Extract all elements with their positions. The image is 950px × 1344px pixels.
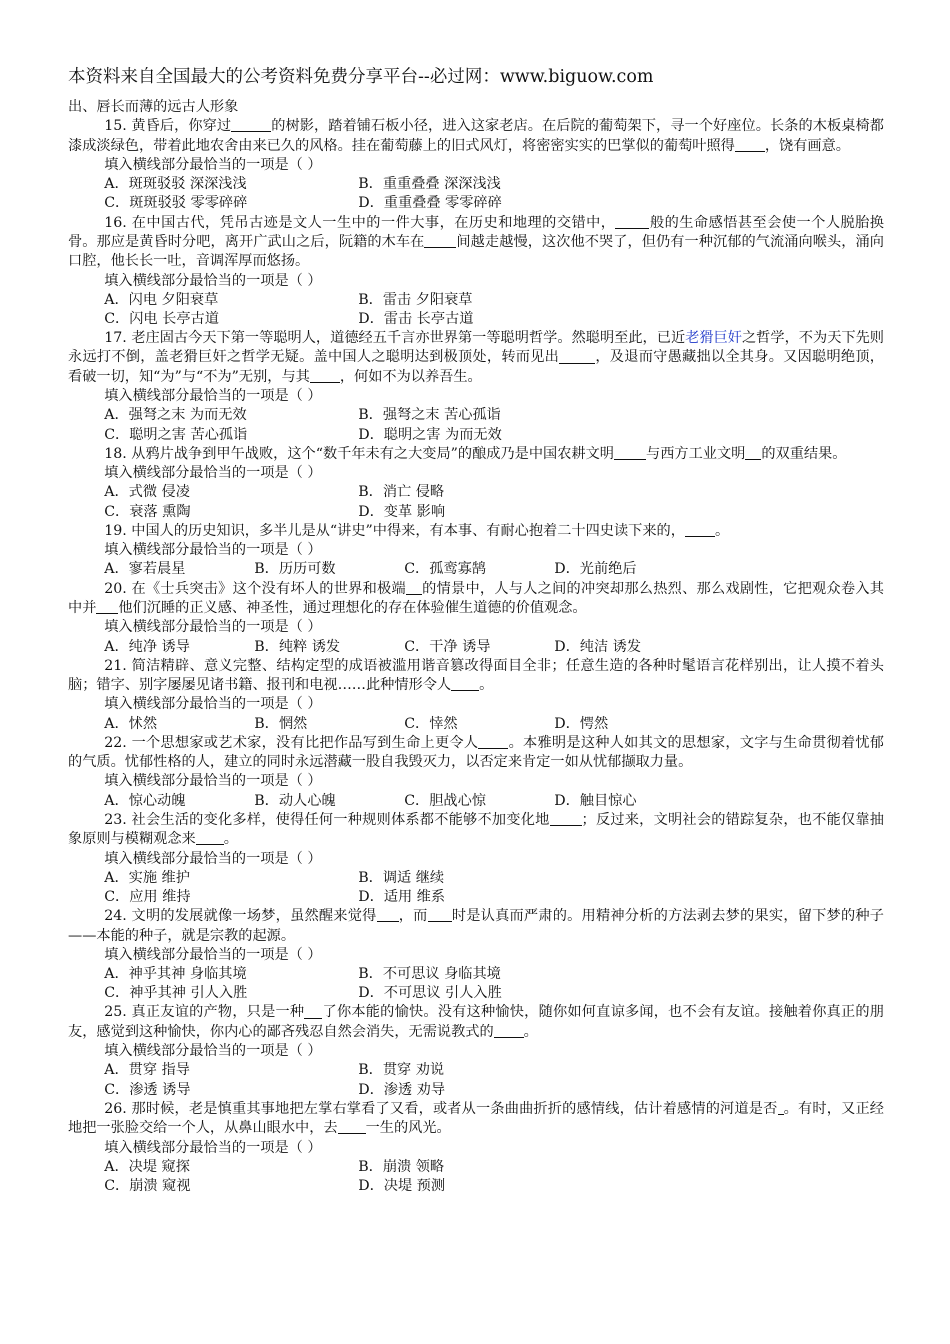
options-row <box>68 503 884 522</box>
question-number: 26. <box>104 1100 127 1117</box>
answer-option[interactable]: A．惊心动魄 <box>104 792 186 809</box>
question-stem <box>68 522 884 541</box>
answer-blank <box>338 1119 366 1134</box>
answer-option[interactable]: C．闪电 长亭古道 <box>104 310 219 327</box>
answer-option[interactable]: A．寥若晨星 <box>104 561 186 578</box>
question-prompt: 填入横线部分最恰当的一项是（ ） <box>104 696 322 713</box>
question-stem <box>68 657 884 696</box>
question-stem <box>68 907 884 946</box>
options-row <box>68 869 884 888</box>
answer-blank <box>231 117 271 132</box>
options-row <box>68 483 884 502</box>
answer-blank <box>96 599 118 614</box>
answer-blank <box>615 214 649 229</box>
answer-option[interactable]: B．崩溃 领略 <box>358 1158 445 1175</box>
answer-blank <box>494 1023 524 1038</box>
question-text: 。有时，又正经地把一张脸交给一个人，从鼻山眼水中，去 <box>68 1100 884 1137</box>
question-text: 与西方工业文明 <box>646 445 746 462</box>
question-text: 在中国古代，凭吊古迹是文人一生中的一件大事，在历史和地理的交错中， <box>131 214 616 231</box>
options-row <box>68 406 884 425</box>
question-number: 19. <box>104 522 127 539</box>
answer-option[interactable]: C．干净 诱导 <box>404 638 491 655</box>
question-stem <box>68 1003 884 1042</box>
question-prompt: 填入横线部分最恰当的一项是（ ） <box>104 156 322 173</box>
question-prompt: 填入横线部分最恰当的一项是（ ） <box>104 542 322 559</box>
answer-option[interactable]: C．聪明之害 苦心孤诣 <box>104 426 248 443</box>
question-number: 22. <box>104 734 127 751</box>
question-number: 17. <box>104 330 127 347</box>
question-text: 了你本能的愉快。没有这种愉快，随你如何直谅多闻，也不会有友谊。接触着你真正的朋友，感觉到这种愉快，你内心的鄙吝残忍自然会消失，无需说教式的 <box>68 1004 884 1040</box>
question-text: 。 <box>523 1023 538 1040</box>
intro-line: 出、唇长而薄的远古人形象 <box>68 99 239 115</box>
answer-option[interactable]: D．雷击 长亭古道 <box>358 310 474 327</box>
question-text: 。 <box>223 831 238 848</box>
options-row <box>68 638 884 657</box>
question-text: 的情景中，人与人之间的冲突却那么热烈、那么戏剧性，它把观众卷入其中并 <box>68 580 884 617</box>
answer-option[interactable]: C．悻然 <box>404 715 458 732</box>
question-text: ，而 <box>398 908 428 925</box>
question-number: 18. <box>104 445 127 462</box>
question-text: 老庄固古今天下第一等聪明人，道德经五千言亦世界第一等聪明哲学。然聪明至此，已近 <box>131 330 686 347</box>
question-prompt: 填入横线部分最恰当的一项是（ ） <box>104 1043 322 1060</box>
answer-blank <box>735 137 765 152</box>
answer-option[interactable]: A．贯穿 指导 <box>104 1062 190 1079</box>
question-number: 21. <box>104 657 127 674</box>
answer-blank <box>196 830 224 845</box>
answer-option[interactable]: B．重重叠叠 深深浅浅 <box>358 176 501 193</box>
question-text: ；反过来，文明社会的错踪复杂，也不能仅靠抽象原则与模糊观念来 <box>68 811 884 848</box>
question-stem <box>68 734 884 773</box>
question-number: 20. <box>104 580 127 597</box>
answer-blank <box>745 445 761 460</box>
question-text: 时是认真而严肃的。用精神分析的方法剥去梦的果实，留下梦的种子——本能的种子，就是宗教的起源。 <box>68 908 884 944</box>
answer-option[interactable]: B．纯粹 诱发 <box>254 638 341 655</box>
question-text: ，及退而守愚藏拙以全其身。又因聪明绝顶，看破一切，知“为”与“不为”无别，与其 <box>68 349 884 385</box>
options-row <box>68 175 884 194</box>
question-text: 黄昏后，你穿过 <box>131 118 232 135</box>
options-row <box>68 194 884 213</box>
question-text: 从鸦片战争到甲午战败，这个“数千年未有之大变局”的酿成乃是中国农耕文明 <box>131 445 614 462</box>
question-text: ，何如不为以养吾生。 <box>339 368 482 385</box>
answer-option[interactable]: A．式微 侵凌 <box>104 484 190 501</box>
question-stem <box>68 329 884 387</box>
answer-blank <box>559 348 595 363</box>
answer-option[interactable]: B．雷击 夕阳衰草 <box>358 291 473 308</box>
page-header: 本资料来自全国最大的公考资料免费分享平台--必过网：www.biguow.com <box>68 67 654 87</box>
options-row <box>68 560 884 579</box>
answer-option[interactable]: A．实施 维护 <box>104 869 190 886</box>
answer-option[interactable]: B．调适 继续 <box>358 869 445 886</box>
question-text: 的树影，踏着铺石板小径，进入这家老店。在后院的葡萄架下，寻一个好座位。长条的木板桌椅都漆成淡绿色，带着此地农舍由来已久的风格。挂在葡萄藤上的旧式风灯，将密密实实的巴掌似的葡萄叶照得 <box>68 118 884 154</box>
answer-option[interactable]: A．纯净 诱导 <box>104 638 190 655</box>
options-row <box>68 984 884 1003</box>
answer-option[interactable]: D．决堤 预测 <box>358 1177 446 1194</box>
question-prompt: 填入横线部分最恰当的一项是（ ） <box>104 272 322 289</box>
question-prompt: 填入横线部分最恰当的一项是（ ） <box>104 619 322 636</box>
question-text: 的双重结果。 <box>761 445 847 462</box>
answer-option[interactable]: B．动人心魄 <box>254 792 336 809</box>
options-row <box>68 291 884 310</box>
answer-option[interactable]: C．应用 维持 <box>104 888 191 905</box>
question-stem <box>68 117 884 156</box>
question-text: 中国人的历史知识，多半儿是从“讲史”中得来，有本事、有耐心抱着二十四史读下来的， <box>131 522 685 539</box>
answer-blank <box>451 676 479 691</box>
answer-blank <box>685 522 715 537</box>
question-stem <box>68 445 884 464</box>
answer-blank <box>310 368 340 383</box>
answer-option[interactable]: D．适用 维系 <box>358 888 446 905</box>
question-text: ，饶有画意。 <box>764 137 850 154</box>
question-number: 24. <box>104 908 127 925</box>
question-number: 16. <box>104 214 127 231</box>
answer-option[interactable]: D．渗透 劝导 <box>358 1081 446 1098</box>
question-stem <box>68 1100 884 1139</box>
options-row <box>68 888 884 907</box>
question-text: 一生的风光。 <box>365 1120 451 1137</box>
answer-option[interactable]: C．崩溃 窥视 <box>104 1177 191 1194</box>
answer-option[interactable]: D．聪明之害 为而无效 <box>358 426 502 443</box>
options-row <box>68 715 884 734</box>
options-row <box>68 426 884 445</box>
answer-blank <box>304 1003 322 1018</box>
question-stem <box>68 214 884 272</box>
answer-option[interactable]: C．衰落 熏陶 <box>104 503 191 520</box>
answer-option[interactable]: A．怵然 <box>104 715 158 732</box>
answer-option[interactable]: A．闪电 夕阳衰草 <box>104 291 219 308</box>
question-stem <box>68 811 884 850</box>
answer-option[interactable]: B．历历可数 <box>254 561 336 578</box>
answer-blank <box>428 907 452 922</box>
question-text: 间越走越慢，这次他不哭了，但仍有一种沉郁的气流涌向喉头，涌向口腔，他长长一吐，音调浑厚而悠扬。 <box>68 234 884 270</box>
answer-option[interactable]: D．不可思议 引人入胜 <box>358 985 502 1002</box>
answer-option[interactable]: D．变革 影响 <box>358 503 446 520</box>
question-text: 之哲学，不为天下先则永远打不倒，盖老猾巨奸之哲学无疑。盖中国人之聪明达到极顶处，转而见出 <box>68 330 884 366</box>
document-body <box>68 98 884 1196</box>
question-number: 23. <box>104 811 127 828</box>
answer-blank <box>478 734 508 749</box>
answer-option[interactable]: D．触目惊心 <box>554 792 637 809</box>
question-text: 社会生活的变化多样，使得任何一种规则体系都不能够不加变化地 <box>131 811 550 828</box>
options-row <box>68 1158 884 1177</box>
answer-option[interactable]: C．斑斑驳驳 零零碎碎 <box>104 195 248 212</box>
answer-option[interactable]: D．光前绝后 <box>554 561 637 578</box>
question-text: 一个思想家或艺术家，没有比把作品写到生命上更令人 <box>131 734 479 751</box>
options-row <box>68 1081 884 1100</box>
options-row <box>68 310 884 329</box>
question-stem <box>68 580 884 619</box>
answer-option[interactable]: A．决堤 窥探 <box>104 1158 190 1175</box>
answer-option[interactable]: B．强弩之末 苦心孤诣 <box>358 407 501 424</box>
answer-blank <box>406 580 422 595</box>
question-text: 在《士兵突击》这个没有坏人的世界和极端 <box>131 580 406 597</box>
question-prompt: 填入横线部分最恰当的一项是（ ） <box>104 388 322 405</box>
hyperlink-text[interactable]: 老猾巨奸 <box>685 330 742 347</box>
answer-blank <box>377 907 399 922</box>
answer-option[interactable]: A．强弩之末 为而无效 <box>104 407 247 424</box>
question-prompt: 填入横线部分最恰当的一项是（ ） <box>104 773 322 790</box>
question-text: 那时候，老是慎重其事地把左掌右掌看了又看，或者从一条曲曲折折的感情线，估计着感情的河道是否 <box>131 1100 778 1117</box>
answer-option[interactable]: B．贯穿 劝说 <box>358 1062 445 1079</box>
answer-option[interactable]: D．愕然 <box>554 715 609 732</box>
options-row <box>68 1061 884 1080</box>
question-prompt: 填入横线部分最恰当的一项是（ ） <box>104 465 322 482</box>
question-number: 25. <box>104 1004 127 1021</box>
question-prompt: 填入横线部分最恰当的一项是（ ） <box>104 946 322 963</box>
answer-blank <box>614 445 646 460</box>
answer-option[interactable]: B．消亡 侵略 <box>358 484 445 501</box>
answer-option[interactable]: B．惘然 <box>254 715 308 732</box>
question-text: 般的生命感悟甚至会使一个人脱胎换骨。那应是黄昏时分吧，离开广武山之后，阮籍的木车在 <box>68 214 884 251</box>
question-text: 。本雅明是这种人如其文的思想家，文字与生命贯彻着忧郁的气质。忧郁性格的人，建立的同时永远潜藏一股自我毁灭力，以否定来肯定一如从忧郁撷取力量。 <box>68 734 884 771</box>
question-prompt: 填入横线部分最恰当的一项是（ ） <box>104 850 322 867</box>
options-row <box>68 965 884 984</box>
answer-option[interactable]: D．重重叠叠 零零碎碎 <box>358 195 502 212</box>
question-text: 。 <box>479 677 494 694</box>
question-text: 。 <box>714 522 730 539</box>
answer-option[interactable]: A．神乎其神 身临其境 <box>104 965 247 982</box>
answer-blank <box>424 233 456 248</box>
question-number: 15. <box>104 118 127 135</box>
answer-option[interactable]: C．渗透 诱导 <box>104 1081 191 1098</box>
question-text: 真正友谊的产物，只是一种 <box>131 1004 305 1021</box>
answer-option[interactable]: C．孤鸾寡鹄 <box>404 561 486 578</box>
options-row <box>68 792 884 811</box>
question-text: 简洁精辟、意义完整、结构定型的成语被滥用谐音篡改得面目全非；任意生造的各种时髦语言花样别出，让人摸不着头脑；错字、别字屡屡见诸书籍、报刊和电视……此种情形令人 <box>68 657 884 694</box>
answer-option[interactable]: D．纯洁 诱发 <box>554 638 642 655</box>
question-text: 文明的发展就像一场梦，虽然醒来觉得 <box>131 908 377 925</box>
answer-option[interactable]: B．不可思议 身临其境 <box>358 965 501 982</box>
answer-option[interactable]: A．斑斑驳驳 深深浅浅 <box>104 176 247 193</box>
question-prompt: 填入横线部分最恰当的一项是（ ） <box>104 1139 322 1156</box>
answer-option[interactable]: C．胆战心惊 <box>404 792 486 809</box>
answer-option[interactable]: C．神乎其神 引人入胜 <box>104 985 248 1002</box>
question-text: 他们沉睡的正义感、神圣性，通过理想化的存在体验催生道德的价值观念。 <box>118 600 587 617</box>
options-row <box>68 1177 884 1196</box>
answer-blank <box>550 811 582 826</box>
